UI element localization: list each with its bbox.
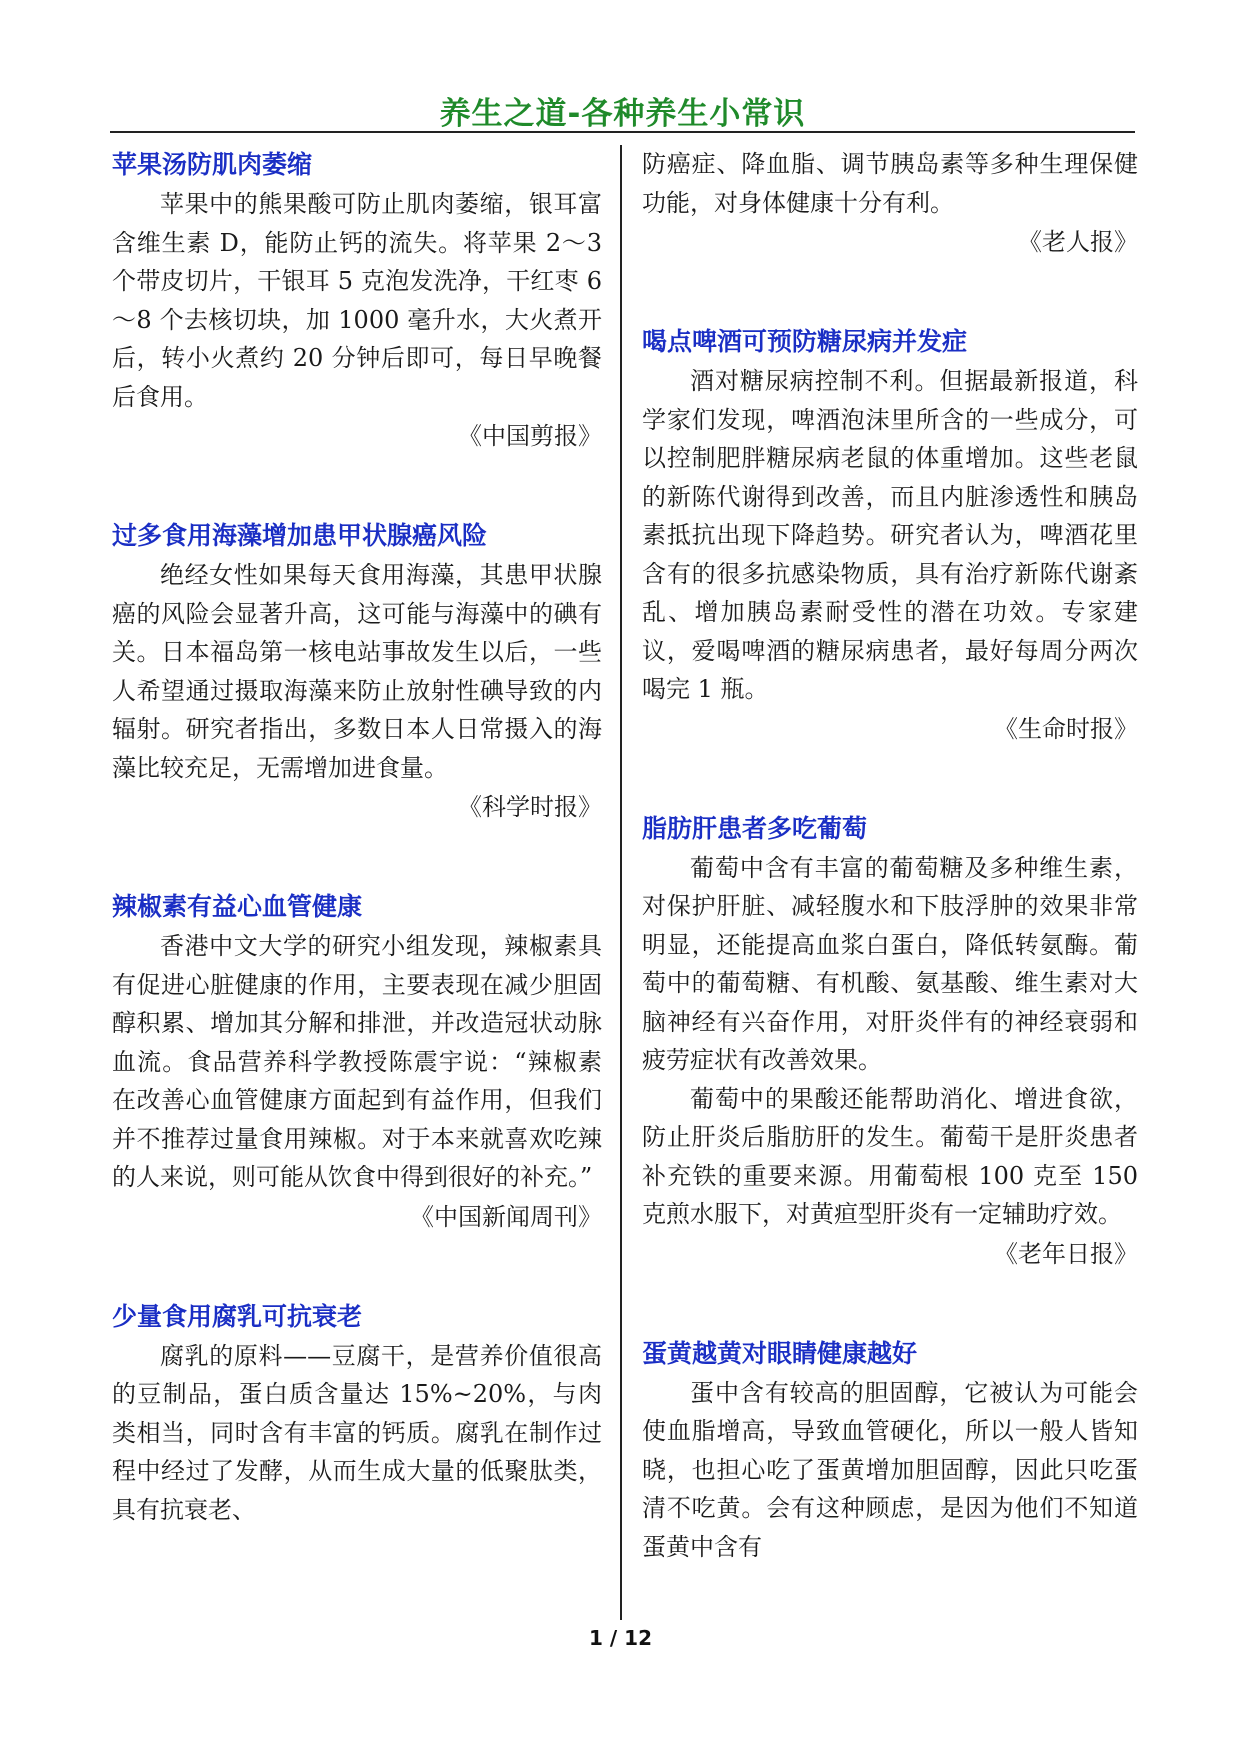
- article-continuation: [642, 145, 1138, 262]
- article-source: 《老年日报》: [994, 1239, 1138, 1268]
- article-seaweed: [112, 516, 602, 827]
- article-source: 《老人报》: [1018, 228, 1138, 256]
- page-number: 1 / 12: [589, 1626, 652, 1650]
- article-source: 《生命时报》: [994, 714, 1138, 743]
- article-source: 《中国剪报》: [458, 422, 602, 450]
- article-title: 喝点啤酒可预防糖尿病并发症: [642, 327, 968, 356]
- article-paragraph: 香港中文大学的研究小组发现，辣椒素具有促进心脏健康的作用，主要表现在减少胆固醇积累、增加其分解和排泄，并改造冠状动脉血流。食品营养科学教授陈震宇说：“辣椒素在改善心血管健康方面起到有益作用，但我们并不推荐过量食用辣椒。对于本来就喜欢吃辣的人来说，则可能从饮食中得到很好的补充。”: [112, 932, 602, 1191]
- title-rule: [110, 131, 1135, 133]
- article-paragraph: 葡萄中的果酸还能帮助消化、增进食欲，防止肝炎后脂肪肝的发生。葡萄干是肝炎患者补充铁的重要来源。用葡萄根 100 克至 150 克煎水服下，对黄疸型肝炎有一定辅助疗效。: [642, 1084, 1138, 1228]
- article-paragraph: 蛋中含有较高的胆固醇，它被认为可能会使血脂增高，导致血管硬化，所以一般人皆知晓，也担心吃了蛋黄增加胆固醇，因此只吃蛋清不吃黄。会有这种顾虑，是因为他们不知道蛋黄中含有: [642, 1378, 1138, 1561]
- article-grapes: [642, 809, 1138, 1274]
- article-paragraph: 苹果中的熊果酸可防止肌肉萎缩，银耳富含维生素 D，能防止钙的流失。将苹果 2～3 个带皮切片，干银耳 5 克泡发洗净，干红枣 6～8 个去核切块，加 1000 毫升水，大火煮开后，转小火煮约 20 分钟后即可，每日早晚餐后食用。: [112, 190, 602, 411]
- article-title: 过多食用海藻增加患甲状腺癌风险: [112, 521, 488, 550]
- article-title: 苹果汤防肌肉萎缩: [112, 150, 313, 179]
- article-egg-yolk: [642, 1334, 1138, 1567]
- article-title: 辣椒素有益心血管健康: [112, 892, 363, 921]
- article-capsaicin: [112, 887, 602, 1237]
- article-source: 《科学时报》: [458, 793, 602, 821]
- right-column: [642, 145, 1138, 1566]
- article-title: 脂肪肝患者多吃葡萄: [642, 813, 868, 843]
- column-divider: [620, 145, 622, 1620]
- article-apple-soup: [112, 145, 602, 456]
- article-paragraph: 葡萄中含有丰富的葡萄糖及多种维生素，对保护肝脏、减轻腹水和下肢浮肿的效果非常明显，还能提高血浆白蛋白，降低转氨酶。葡萄中的葡萄糖、有机酸、氨基酸、维生素对大脑神经有兴奋作用，对肝炎伴有的神经衰弱和疲劳症状有改善效果。: [642, 853, 1138, 1074]
- article-paragraph: 腐乳的原料——豆腐干，是营养价值很高的豆制品，蛋白质含量达 15%~20%，与肉类相当，同时含有丰富的钙质。腐乳在制作过程中经过了发酵，从而生成大量的低聚肽类，具有抗衰老、: [112, 1341, 602, 1524]
- article-fermented-tofu: [112, 1297, 602, 1530]
- article-paragraph: 防癌症、降血脂、调节胰岛素等多种生理保健功能，对身体健康十分有利。: [642, 150, 1138, 217]
- article-paragraph: 绝经女性如果每天食用海藻，其患甲状腺癌的风险会显著升高，这可能与海藻中的碘有关。日本福岛第一核电站事故发生以后，一些人希望通过摄取海藻来防止放射性碘导致的内辐射。研究者指出，多数日本人日常摄入的海藻比较充足，无需增加进食量。: [112, 561, 602, 782]
- article-title: 少量食用腐乳可抗衰老: [112, 1301, 363, 1331]
- page-title: 养生之道-各种养生小常识: [439, 96, 806, 132]
- article-source: 《中国新闻周刊》: [410, 1202, 602, 1231]
- article-title: 蛋黄越黄对眼睛健康越好: [642, 1338, 918, 1368]
- left-column: [112, 145, 602, 1529]
- article-beer: [642, 322, 1138, 749]
- article-paragraph: 酒对糖尿病控制不利。但据最新报道，科学家们发现，啤酒泡沫里所含的一些成分，可以控制肥胖糖尿病老鼠的体重增加。这些老鼠的新陈代谢得到改善，而且内脏渗透性和胰岛素抵抗出现下降趋势。研究者认为，啤酒花里含有的很多抗感染物质，具有治疗新陈代谢紊乱、增加胰岛素耐受性的潜在功效。专家建议，爱喝啤酒的糖尿病患者，最好每周分两次喝完 1 瓶。: [642, 367, 1138, 703]
